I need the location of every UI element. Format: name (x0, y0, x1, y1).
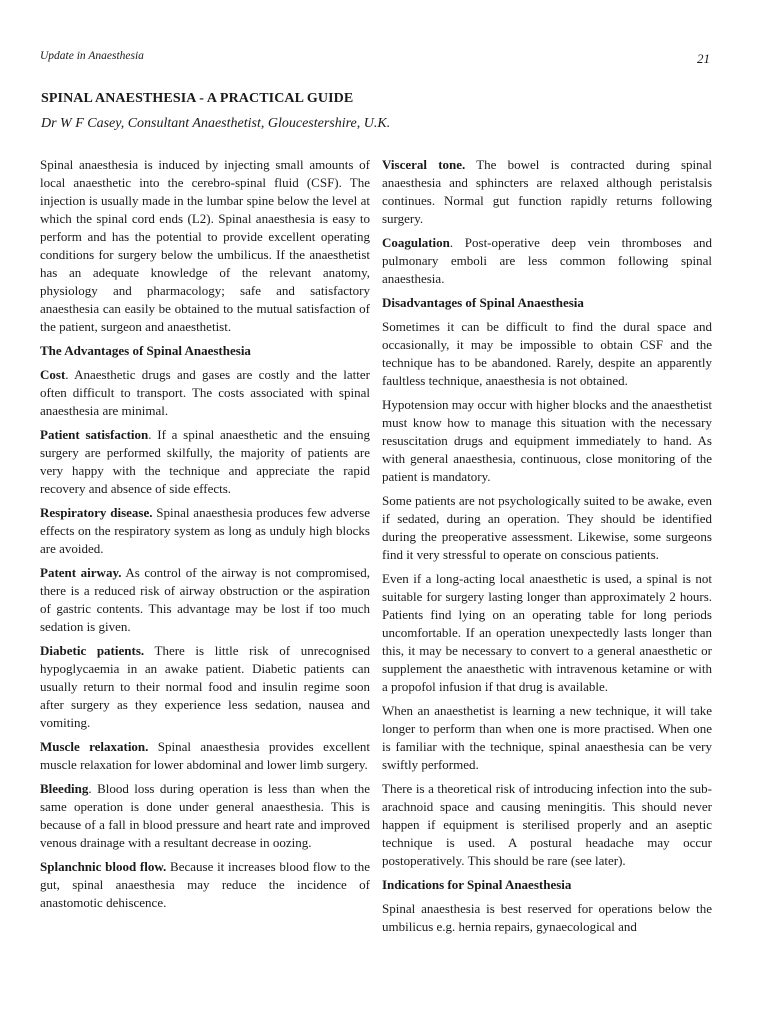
indications-paragraph: Spinal anaesthesia is best reserved for operations below the umbilicus e.g. hernia repairs, gynaecological and (382, 901, 712, 934)
right-column (382, 156, 712, 942)
body-text: . Post-operative deep vein thromboses and pulmonary emboli are less common following spinal anaesthesia. (382, 235, 712, 286)
term: Respiratory disease. (40, 505, 153, 520)
disadvantage-paragraph: Hypotension may occur with higher blocks and the anaesthetist must know how to manage this situation with the necessary resuscitation drugs and equipment immediately to hand. As with general anaesthesia, continuous, close monitoring of the patient is mandatory. (382, 397, 712, 484)
disadvantages-heading: Disadvantages of Spinal Anaesthesia (382, 295, 584, 310)
body-text: Spinal anaesthesia produces few adverse effects on the respiratory system as long as unduly high blocks are avoided. (40, 505, 370, 556)
advantages-heading: The Advantages of Spinal Anaesthesia (40, 343, 251, 358)
advantage-muscle-relaxation (40, 738, 370, 774)
term: Bleeding (40, 781, 89, 796)
term: Splanchnic blood flow. (40, 859, 167, 874)
body-text: Spinal anaesthesia provides excellent muscle relaxation for lower abdominal and lower limb surgery. (40, 739, 370, 772)
disadvantage-paragraph: Sometimes it can be difficult to find the dural space and occasionally, it may be impossible to obtain CSF and the technique has to be abandoned. Rarely, despite an apparently faultless technique, anaesthesia is not obtained. (382, 319, 712, 388)
left-column (40, 156, 370, 918)
advantage-diabetic-patients (40, 642, 370, 732)
advantage-patent-airway (40, 564, 370, 636)
body-text: Because it increases blood flow to the gut, spinal anaesthesia may reduce the incidence of anastomotic dehiscence. (40, 859, 370, 910)
body-text: . If a spinal anaesthetic and the ensuing surgery are performed skilfully, the majority of patients are very happy with the technique and appreciate the rapid recovery and absence of side effects. (40, 427, 370, 496)
advantage-bleeding (40, 780, 370, 852)
advantage-coagulation (382, 234, 712, 288)
body-text: The bowel is contracted during spinal anaesthesia and sphincters are relaxed although peristalsis continues. Normal gut function rapidly returns following surgery. (382, 157, 713, 226)
article-title: SPINAL ANAESTHESIA - A PRACTICAL GUIDE (41, 91, 354, 106)
page-number: 21 (697, 51, 710, 66)
article-byline: Dr W F Casey, Consultant Anaesthetist, Gloucestershire, U.K. (41, 116, 391, 131)
intro-paragraph: Spinal anaesthesia is induced by injecting small amounts of local anaesthetic into the cerebro-spinal fluid (CSF). The injection is usually made in the lumbar spine below the level at which the spinal cord ends (L2). Spinal anaesthesia is easy to perform and has the potential to provide excellent operating conditions for surgery below the umbilicus. If the anaesthetist has an adequate knowledge of the relevant anatomy, physiology and pharmacology; safe and satisfactory anaesthesia can easily be obtained to the mutual satisfaction of the patient, surgeon and anaesthetist. (40, 157, 370, 334)
advantage-visceral-tone (382, 156, 712, 228)
advantage-splanchnic-blood-flow (40, 858, 370, 912)
term: Patent airway. (40, 565, 122, 580)
body-text: As control of the airway is not compromised, there is a reduced risk of airway obstruction or the aspiration of gastric contents. This advantage may be lost if too much sedation is given. (40, 565, 370, 634)
disadvantage-paragraph: Even if a long-acting local anaesthetic is used, a spinal is not suitable for surgery lasting longer than approximately 2 hours. Patients find lying on an operating table for long periods uncomfortable. If an operation unexpectedly lasts longer than this, it may be necessary to convert to a general anaesthetic or supplement the anaesthetic with intravenous ketamine or with a propofol infusion if that drug is available. (382, 571, 712, 694)
disadvantage-paragraph: When an anaesthetist is learning a new technique, it will take longer to perform than when one is more practised. When one is familiar with the technique, spinal anaesthesia can be very swiftly performed. (382, 703, 712, 772)
term: Diabetic patients. (40, 643, 145, 658)
term: Muscle relaxation. (40, 739, 149, 754)
advantage-respiratory-disease (40, 504, 370, 558)
running-head: Update in Anaesthesia (40, 50, 144, 62)
term: Coagulation (382, 235, 450, 250)
body-text: . Anaesthetic drugs and gases are costly and the latter often difficult to transport. The costs associated with spinal anaesthesia are minimal. (40, 367, 370, 418)
term: Patient satisfaction (40, 427, 149, 442)
advantage-cost (40, 366, 370, 420)
disadvantage-paragraph: Some patients are not psychologically suited to be awake, even if sedated, during an operation. They should be identified during the preoperative assessment. Likewise, some surgeons find it very stressful to operate on conscious patients. (382, 493, 712, 562)
term: Cost (40, 367, 66, 382)
indications-heading: Indications for Spinal Anaesthesia (382, 877, 572, 892)
disadvantage-paragraph: There is a theoretical risk of introducing infection into the sub-arachnoid space and causing meningitis. This should never happen if equipment is sterilised properly and an aseptic technique is used. A postural headache may occur postoperatively. This should be rare (see later). (382, 781, 712, 868)
body-text: There is little risk of unrecognised hypoglycaemia in an awake patient. Diabetic patients can usually return to their normal food and insulin regime soon after surgery as they experience less sedation, nausea and vomiting. (40, 643, 370, 730)
advantage-patient-satisfaction (40, 426, 370, 498)
term: Visceral tone. (382, 157, 466, 172)
body-text: . Blood loss during operation is less than when the same operation is done under general anaesthesia. This is because of a fall in blood pressure and heart rate and improved venous drainage with a resultant decrease in oozing. (40, 781, 370, 850)
